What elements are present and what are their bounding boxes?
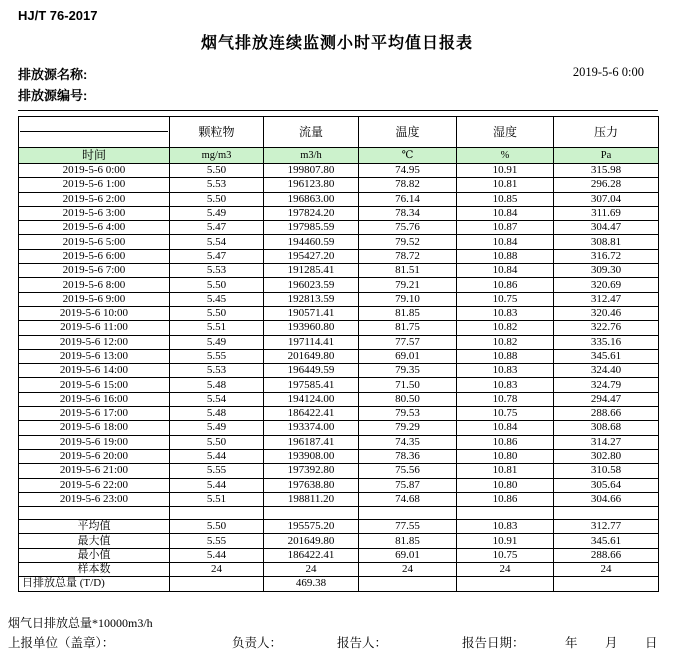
value-cell: 308.68	[554, 421, 659, 435]
spacer-cell	[19, 507, 170, 520]
value-cell: 75.56	[359, 464, 457, 478]
row-time: 2019-5-6 21:00	[19, 464, 170, 478]
value-cell: 201649.80	[264, 534, 359, 548]
value-cell: 197392.80	[264, 464, 359, 478]
value-cell: 74.95	[359, 164, 457, 178]
value-cell: 81.85	[359, 306, 457, 320]
table-row	[19, 464, 659, 478]
row-time: 2019-5-6 5:00	[19, 235, 170, 249]
time-header-blank-cell	[19, 117, 170, 148]
value-cell: 5.45	[170, 292, 264, 306]
value-cell: 10.82	[457, 335, 554, 349]
value-cell	[359, 577, 457, 591]
value-cell: 5.44	[170, 449, 264, 463]
table-row	[19, 221, 659, 235]
month-label: 月	[605, 636, 618, 650]
table-row	[19, 392, 659, 406]
value-cell: 81.75	[359, 321, 457, 335]
value-cell	[554, 577, 659, 591]
value-cell: 5.55	[170, 534, 264, 548]
value-cell: 10.84	[457, 264, 554, 278]
top-rule-divider	[18, 110, 658, 111]
value-cell: 311.69	[554, 206, 659, 220]
value-cell: 10.84	[457, 206, 554, 220]
row-time: 2019-5-6 12:00	[19, 335, 170, 349]
table-row	[19, 435, 659, 449]
value-cell: 10.86	[457, 435, 554, 449]
value-cell: 5.50	[170, 164, 264, 178]
table-row	[19, 292, 659, 306]
value-cell: 79.21	[359, 278, 457, 292]
value-cell: 5.50	[170, 520, 264, 534]
value-cell: 302.80	[554, 449, 659, 463]
value-cell: 315.98	[554, 164, 659, 178]
value-cell: 5.44	[170, 548, 264, 562]
signature-line	[0, 633, 674, 651]
page-title: 烟气排放连续监测小时平均值日报表	[200, 35, 473, 52]
value-cell: 197824.20	[264, 206, 359, 220]
value-cell: 5.44	[170, 478, 264, 492]
value-cell: 312.77	[554, 520, 659, 534]
table-row	[19, 192, 659, 206]
standard-number: HJ/T 76-2017	[18, 8, 98, 23]
table-row	[19, 421, 659, 435]
value-cell: 5.51	[170, 321, 264, 335]
value-cell: 10.83	[457, 520, 554, 534]
table-row	[19, 492, 659, 506]
source-name-label: 排放源名称:	[18, 67, 88, 82]
row-time: 2019-5-6 18:00	[19, 421, 170, 435]
value-cell: 197585.41	[264, 378, 359, 392]
spacer-cell	[554, 507, 659, 520]
spacer-cell	[359, 507, 457, 520]
value-cell: 192813.59	[264, 292, 359, 306]
value-cell: 320.46	[554, 306, 659, 320]
value-cell: 24	[359, 563, 457, 577]
row-time: 2019-5-6 23:00	[19, 492, 170, 506]
value-cell: 10.83	[457, 364, 554, 378]
table-row	[19, 306, 659, 320]
row-time: 2019-5-6 6:00	[19, 249, 170, 263]
value-cell: 79.29	[359, 421, 457, 435]
value-cell: 309.30	[554, 264, 659, 278]
value-cell: 314.27	[554, 435, 659, 449]
value-cell: 10.78	[457, 392, 554, 406]
value-cell: 10.91	[457, 534, 554, 548]
value-cell: 288.66	[554, 407, 659, 421]
value-cell: 194460.59	[264, 235, 359, 249]
value-cell: 186422.41	[264, 548, 359, 562]
unit-flow: m3/h	[264, 148, 359, 164]
value-cell: 196123.80	[264, 178, 359, 192]
value-cell: 79.53	[359, 407, 457, 421]
value-cell: 74.35	[359, 435, 457, 449]
table-row	[19, 478, 659, 492]
value-cell: 5.55	[170, 349, 264, 363]
value-cell: 191285.41	[264, 264, 359, 278]
value-cell: 24	[457, 563, 554, 577]
value-cell: 310.58	[554, 464, 659, 478]
value-cell: 320.69	[554, 278, 659, 292]
value-cell: 312.47	[554, 292, 659, 306]
report-date-label: 报告日期：	[462, 636, 525, 650]
summary-row	[19, 520, 659, 534]
summary-row	[19, 563, 659, 577]
row-time: 2019-5-6 2:00	[19, 192, 170, 206]
value-cell: 71.50	[359, 378, 457, 392]
table-row	[19, 364, 659, 378]
value-cell: 10.91	[457, 164, 554, 178]
unit-pressure: Pa	[554, 148, 659, 164]
row-time: 2019-5-6 4:00	[19, 221, 170, 235]
spacer-cell	[264, 507, 359, 520]
value-cell: 10.86	[457, 492, 554, 506]
table-row	[19, 407, 659, 421]
value-cell: 79.52	[359, 235, 457, 249]
value-cell: 24	[264, 563, 359, 577]
reporter-label: 报告人：	[337, 636, 388, 650]
value-cell: 5.48	[170, 407, 264, 421]
value-cell	[457, 577, 554, 591]
value-cell: 304.66	[554, 492, 659, 506]
time-header: 时间	[19, 148, 170, 164]
row-time: 2019-5-6 19:00	[19, 435, 170, 449]
unit-humidity: %	[457, 148, 554, 164]
summary-row	[19, 548, 659, 562]
value-cell: 197638.80	[264, 478, 359, 492]
value-cell: 10.83	[457, 306, 554, 320]
value-cell: 81.51	[359, 264, 457, 278]
value-cell: 5.47	[170, 221, 264, 235]
value-cell: 10.88	[457, 249, 554, 263]
value-cell: 69.01	[359, 548, 457, 562]
column-label-row	[19, 117, 659, 148]
blank-cell-top	[20, 117, 168, 132]
total-emission-footnote: 烟气日排放总量*10000m3/h	[8, 616, 153, 630]
column-header-humidity: 湿度	[457, 117, 554, 148]
value-cell: 194124.00	[264, 392, 359, 406]
spacer-row	[19, 507, 659, 520]
value-cell: 10.85	[457, 192, 554, 206]
value-cell: 10.82	[457, 321, 554, 335]
value-cell: 296.28	[554, 178, 659, 192]
value-cell: 5.50	[170, 435, 264, 449]
value-cell: 345.61	[554, 534, 659, 548]
value-cell: 193374.00	[264, 421, 359, 435]
row-time: 2019-5-6 16:00	[19, 392, 170, 406]
value-cell: 5.53	[170, 364, 264, 378]
summary-row	[19, 534, 659, 548]
table-row	[19, 349, 659, 363]
value-cell: 78.36	[359, 449, 457, 463]
report-datetime: 2019-5-6 0:00	[572, 65, 644, 79]
responsible-label: 负责人：	[232, 636, 283, 650]
value-cell: 81.85	[359, 534, 457, 548]
source-code-label: 排放源编号:	[18, 88, 88, 103]
table-row	[19, 264, 659, 278]
value-cell: 193960.80	[264, 321, 359, 335]
column-header-particulate: 颗粒物	[170, 117, 264, 148]
value-cell: 80.50	[359, 392, 457, 406]
value-cell: 10.75	[457, 548, 554, 562]
value-cell: 288.66	[554, 548, 659, 562]
column-header-flow: 流量	[264, 117, 359, 148]
value-cell: 10.84	[457, 235, 554, 249]
row-time: 2019-5-6 3:00	[19, 206, 170, 220]
value-cell: 193908.00	[264, 449, 359, 463]
value-cell: 305.64	[554, 478, 659, 492]
row-time: 2019-5-6 13:00	[19, 349, 170, 363]
row-time: 2019-5-6 0:00	[19, 164, 170, 178]
value-cell: 469.38	[264, 577, 359, 591]
value-cell: 78.82	[359, 178, 457, 192]
value-cell: 24	[170, 563, 264, 577]
report-table	[18, 116, 659, 592]
value-cell: 307.04	[554, 192, 659, 206]
value-cell: 316.72	[554, 249, 659, 263]
blank-cell-bottom	[20, 132, 168, 147]
value-cell: 10.83	[457, 378, 554, 392]
row-time: 2019-5-6 8:00	[19, 278, 170, 292]
value-cell: 10.88	[457, 349, 554, 363]
value-cell: 69.01	[359, 349, 457, 363]
value-cell: 5.54	[170, 235, 264, 249]
value-cell: 5.55	[170, 464, 264, 478]
value-cell: 76.14	[359, 192, 457, 206]
summary-label: 样本数	[19, 563, 170, 577]
value-cell: 195427.20	[264, 249, 359, 263]
summary-label: 最大值	[19, 534, 170, 548]
table-row	[19, 378, 659, 392]
table-row	[19, 335, 659, 349]
value-cell: 10.75	[457, 292, 554, 306]
value-cell: 196023.59	[264, 278, 359, 292]
report-unit-label: 上报单位（盖章）：	[8, 636, 115, 650]
value-cell: 322.76	[554, 321, 659, 335]
value-cell: 10.86	[457, 278, 554, 292]
value-cell: 308.81	[554, 235, 659, 249]
summary-label: 日排放总量 (T/D)	[19, 577, 170, 591]
value-cell: 195575.20	[264, 520, 359, 534]
value-cell: 24	[554, 563, 659, 577]
row-time: 2019-5-6 14:00	[19, 364, 170, 378]
value-cell: 77.57	[359, 335, 457, 349]
value-cell: 335.16	[554, 335, 659, 349]
value-cell: 5.49	[170, 335, 264, 349]
value-cell: 10.87	[457, 221, 554, 235]
value-cell: 201649.80	[264, 349, 359, 363]
value-cell: 5.50	[170, 306, 264, 320]
spacer-cell	[170, 507, 264, 520]
table-row	[19, 321, 659, 335]
value-cell: 324.40	[554, 364, 659, 378]
table-row	[19, 206, 659, 220]
value-cell: 196187.41	[264, 435, 359, 449]
unit-temperature: ℃	[359, 148, 457, 164]
unit-row	[19, 148, 659, 164]
summary-label: 最小值	[19, 548, 170, 562]
summary-label: 平均值	[19, 520, 170, 534]
value-cell: 304.47	[554, 221, 659, 235]
table-row	[19, 278, 659, 292]
summary-row	[19, 577, 659, 591]
row-time: 2019-5-6 11:00	[19, 321, 170, 335]
value-cell: 78.72	[359, 249, 457, 263]
row-time: 2019-5-6 17:00	[19, 407, 170, 421]
value-cell: 10.81	[457, 178, 554, 192]
value-cell: 10.84	[457, 421, 554, 435]
value-cell: 5.54	[170, 392, 264, 406]
value-cell: 10.80	[457, 478, 554, 492]
value-cell: 190571.41	[264, 306, 359, 320]
value-cell: 79.10	[359, 292, 457, 306]
value-cell: 199807.80	[264, 164, 359, 178]
row-time: 2019-5-6 7:00	[19, 264, 170, 278]
value-cell: 75.76	[359, 221, 457, 235]
table-row	[19, 249, 659, 263]
value-cell: 5.50	[170, 192, 264, 206]
value-cell: 79.35	[359, 364, 457, 378]
table-row	[19, 164, 659, 178]
year-label: 年	[565, 636, 578, 650]
row-time: 2019-5-6 22:00	[19, 478, 170, 492]
row-time: 2019-5-6 15:00	[19, 378, 170, 392]
value-cell: 5.49	[170, 206, 264, 220]
value-cell: 75.87	[359, 478, 457, 492]
value-cell	[170, 577, 264, 591]
value-cell: 324.79	[554, 378, 659, 392]
value-cell: 78.34	[359, 206, 457, 220]
value-cell: 10.80	[457, 449, 554, 463]
table-row	[19, 449, 659, 463]
unit-particulate: mg/m3	[170, 148, 264, 164]
table-row	[19, 235, 659, 249]
day-label: 日	[645, 636, 658, 650]
spacer-cell	[457, 507, 554, 520]
value-cell: 5.53	[170, 178, 264, 192]
row-time: 2019-5-6 9:00	[19, 292, 170, 306]
value-cell: 196863.00	[264, 192, 359, 206]
value-cell: 197114.41	[264, 335, 359, 349]
value-cell: 197985.59	[264, 221, 359, 235]
value-cell: 10.75	[457, 407, 554, 421]
row-time: 2019-5-6 1:00	[19, 178, 170, 192]
value-cell: 294.47	[554, 392, 659, 406]
value-cell: 5.47	[170, 249, 264, 263]
table-row	[19, 178, 659, 192]
value-cell: 10.81	[457, 464, 554, 478]
column-header-temperature: 温度	[359, 117, 457, 148]
value-cell: 77.55	[359, 520, 457, 534]
value-cell: 196449.59	[264, 364, 359, 378]
value-cell: 5.51	[170, 492, 264, 506]
value-cell: 198811.20	[264, 492, 359, 506]
column-header-pressure: 压力	[554, 117, 659, 148]
row-time: 2019-5-6 10:00	[19, 306, 170, 320]
value-cell: 5.50	[170, 278, 264, 292]
value-cell: 5.49	[170, 421, 264, 435]
value-cell: 345.61	[554, 349, 659, 363]
value-cell: 5.53	[170, 264, 264, 278]
row-time: 2019-5-6 20:00	[19, 449, 170, 463]
value-cell: 74.68	[359, 492, 457, 506]
value-cell: 5.48	[170, 378, 264, 392]
value-cell: 186422.41	[264, 407, 359, 421]
